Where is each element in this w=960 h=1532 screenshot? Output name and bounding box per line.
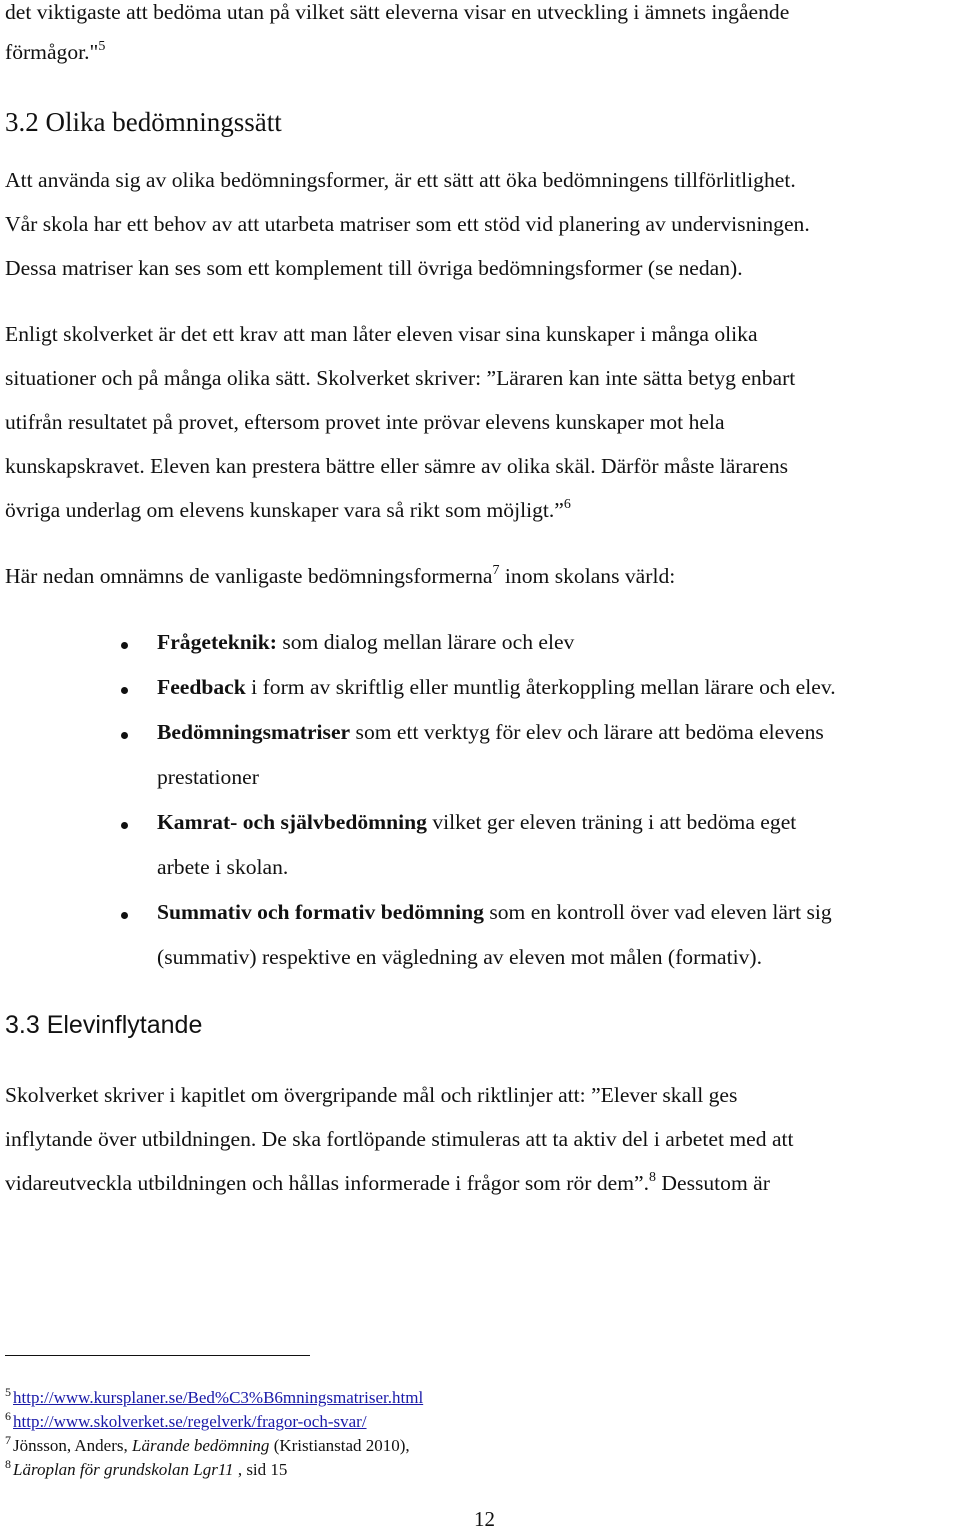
list-item-text: vilket ger eleven träning i att bedöma eget (426, 810, 797, 834)
list-item (157, 720, 824, 745)
footnote-number: 5 (5, 1385, 11, 1399)
paragraph-line (5, 498, 571, 523)
list-item-term: Feedback (157, 675, 246, 699)
paragraph-text: vidareutveckla utbildningen och hållas informerade i frågor som rör dem”. (5, 1171, 649, 1195)
footnote-ref: 5 (98, 39, 106, 54)
paragraph-line: Att använda sig av olika bedömningsformer, är ett sätt att öka bedömningens tillförlitlighet. (5, 168, 796, 192)
paragraph-line: inflytande över utbildningen. De ska fortlöpande stimuleras att ta aktiv del i arbetet med att (5, 1127, 794, 1151)
bullet-icon (121, 912, 128, 919)
footnote (5, 1385, 424, 1408)
list-item-text: som en kontroll över vad eleven lärt sig (483, 900, 832, 924)
footnote-text: , sid 15 (233, 1460, 288, 1479)
paragraph-line: kunskapskravet. Eleven kan prestera bättre eller sämre av olika skäl. Därför måste lärarens (5, 454, 789, 478)
bullet-icon (121, 822, 128, 829)
list-item-continuation: arbete i skolan. (157, 855, 289, 879)
list-item-term: Bedömningsmatriser (157, 720, 351, 744)
paragraph-line: Dessa matriser kan ses som ett komplement till övriga bedömningsformer (se nedan). (5, 256, 743, 280)
list-item-term: Kamrat- och självbedömning (157, 810, 427, 834)
paragraph-text: förmågor." (5, 40, 99, 64)
list-item-continuation: (summativ) respektive en vägledning av eleven mot målen (formativ). (157, 945, 763, 969)
paragraph-line: Enligt skolverket är det ett krav att man låter eleven visar sina kunskaper i många olika (5, 322, 758, 346)
list-item-text: som dialog mellan lärare och elev (276, 630, 575, 654)
paragraph-line: det viktigaste att bedöma utan på vilket sätt eleverna visar en utveckling i ämnets ingående (5, 0, 790, 24)
list-item-continuation: prestationer (157, 765, 259, 789)
footnote (5, 1457, 288, 1480)
footnote-number: 7 (5, 1433, 11, 1447)
page-number: 12 (474, 1507, 495, 1531)
paragraph-line: utifrån resultatet på provet, eftersom provet inte prövar elevens kunskaper mot hela (5, 410, 725, 434)
paragraph-text: inom skolans värld: (499, 564, 676, 588)
bullet-icon (121, 687, 128, 694)
list-item-text: i form av skriftlig eller muntlig återkoppling mellan lärare och elev. (245, 675, 836, 699)
footnote-title: Läroplan för grundskolan Lgr11 (13, 1460, 234, 1479)
paragraph-line (5, 1171, 770, 1196)
paragraph-line: situationer och på många olika sätt. Skolverket skriver: ”Läraren kan inte sätta betyg enbart (5, 366, 796, 390)
footnote (5, 1433, 410, 1456)
list-item-term: Summativ och formativ bedömning (157, 900, 484, 924)
list-item (157, 630, 574, 655)
list-item (157, 675, 836, 700)
paragraph-line (5, 40, 105, 65)
footnote-ref: 7 (492, 563, 500, 578)
list-item (157, 900, 832, 925)
footnote (5, 1409, 367, 1432)
list-item-term: Frågeteknik: (157, 630, 277, 654)
bullet-icon (121, 642, 128, 649)
paragraph-line (5, 564, 675, 589)
footnote-link[interactable]: http://www.skolverket.se/regelverk/fragor-och-svar/ (13, 1412, 367, 1431)
section-heading: 3.3 Elevinflytande (5, 1011, 203, 1039)
footnote-ref: 8 (649, 1170, 656, 1185)
footnote-title: Lärande bedömning (132, 1436, 270, 1455)
footnote-link[interactable]: http://www.kursplaner.se/Bed%C3%B6mningsmatriser.html (13, 1388, 424, 1407)
footnote-number: 6 (5, 1409, 11, 1423)
section-heading: 3.2 Olika bedömningssätt (5, 107, 282, 137)
paragraph-line: Vår skola har ett behov av att utarbeta matriser som ett stöd vid planering av undervisningen. (5, 212, 810, 236)
footnote-separator (5, 1355, 310, 1356)
paragraph-text: Dessutom är (656, 1171, 770, 1195)
footnote-number: 8 (5, 1457, 11, 1471)
paragraph-text: Här nedan omnämns de vanligaste bedömningsformerna (5, 564, 493, 588)
footnote-ref: 6 (563, 497, 571, 512)
footnote-text: Jönsson, Anders, (13, 1436, 133, 1455)
paragraph-line: Skolverket skriver i kapitlet om övergripande mål och riktlinjer att: ”Elever skall ges (5, 1083, 738, 1107)
list-item-text: som ett verktyg för elev och lärare att bedöma elevens (350, 720, 824, 744)
paragraph-text: övriga underlag om elevens kunskaper vara så rikt som möjligt.” (5, 498, 564, 522)
list-item (157, 810, 796, 835)
footnote-text: (Kristianstad 2010), (269, 1436, 410, 1455)
bullet-icon (121, 732, 128, 739)
